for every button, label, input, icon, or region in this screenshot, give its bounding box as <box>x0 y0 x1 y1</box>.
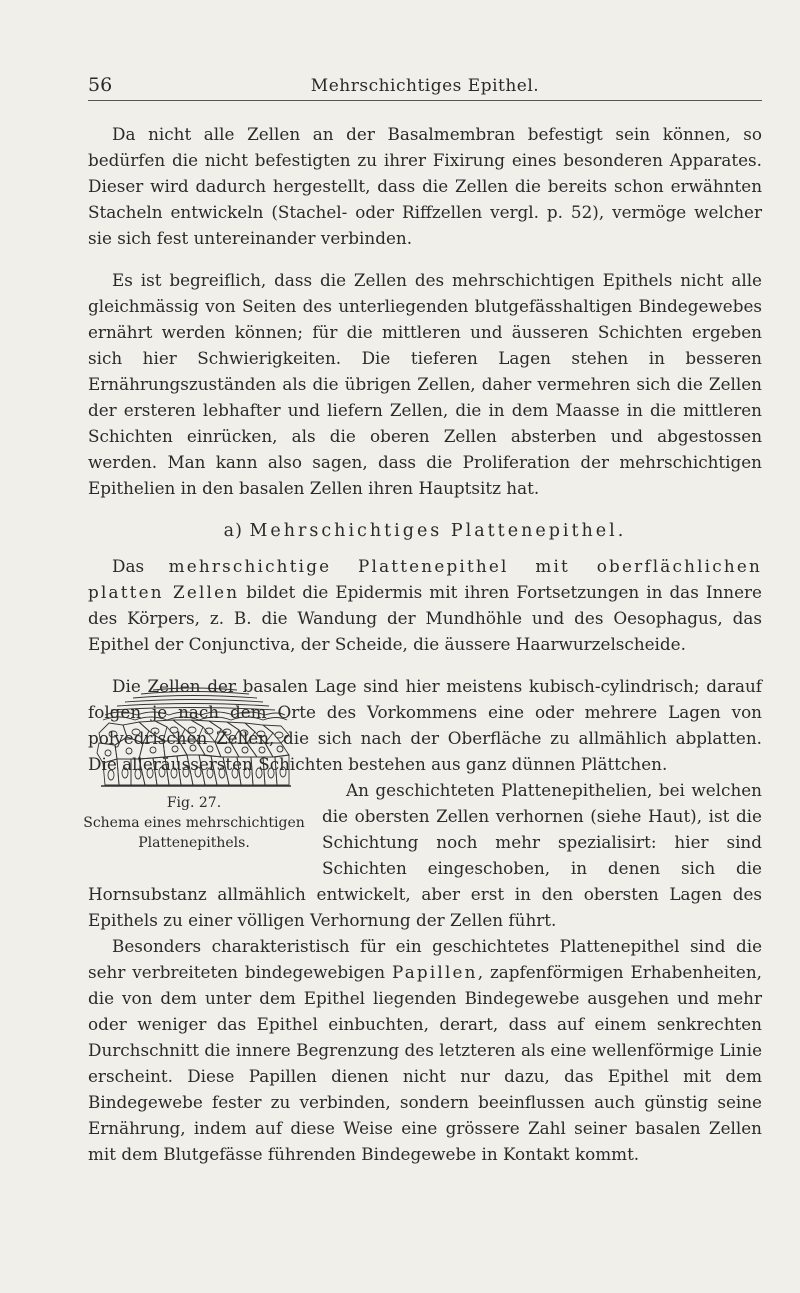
papillae-before: Besonders charakteristisch für ein geschichtetes Plattenepithel sind die sehr verbreiteten bindegewebigen <box>88 936 762 982</box>
definition-rest: bildet die Epidermis mit ihren Fortsetzungen in das Innere des Körpers, z. B. die Wandung der Mundhöhle und des Oesophagus, das Epithel der Conjunctiva, der Scheide, die äussere Haarwurzelscheide. <box>88 582 762 654</box>
paragraph-keratinization: An geschichteten Plattenepithelien, bei welchen die obersten Zellen verhornen (siehe Haut), ist die Schichtung noch mehr spezialisirt: hier sind Schichten eingeschoben, in denen sich die Hornsubstanz allmählich entwickelt, aber erst in den obersten Lagen des Epithels zu einer völligen Verhornung der Zellen führt. <box>88 780 762 930</box>
book-page <box>83 72 762 1167</box>
definition-term: mehrschichtige Plattenepithel mit oberflächlichen platten Zellen <box>88 556 762 602</box>
paragraph-basal-layers: Die Zellen der basalen Lage sind hier meistens kubisch-cylindrisch; darauf folgen je nach dem Orte des Vorkommens eine oder mehrere Lagen von polyedrischen Zellen, die sich nach der Oberfläche zu allmählich abplatten. Die alleräussersten Schichten bestehen aus ganz dünnen Plättchen. <box>88 676 762 774</box>
papillae-term: Papillen <box>391 962 478 982</box>
figure-label: Fig. 27. <box>166 795 222 811</box>
section-prefix: a) <box>223 521 250 541</box>
papillae-after: , zapfenförmigen Erhabenheiten, die von dem unter dem Epithel liegenden Bindegewebe ausgehen und mehr oder weniger das Epithel einbuchten, derart, dass auf einem senkrechten Durchschnitt die innere Begrenzung des letzteren als eine wellenförmige Linie erscheint. Diese Papillen dienen nicht nur dazu, das Epithel mit dem Bindegewebe fester zu verbinden, sondern beeinflussen auch günstig seine Ernährung, indem auf diese Weise eine grössere Zahl seiner basalen Zellen mit dem Blutgefässe führenden Bindegewebe in Kontakt kommt. <box>88 962 762 1164</box>
figure-caption: Schema eines mehrschichtigen Plattenepithels. <box>83 815 305 851</box>
figure-text-block <box>83 673 762 933</box>
paragraph-definition <box>88 553 762 657</box>
section-title: Mehrschichtiges Plattenepithel. <box>249 521 627 541</box>
running-head <box>88 72 762 101</box>
section-heading <box>88 521 762 541</box>
definition-intro: Das <box>112 556 169 576</box>
running-title: Mehrschichtiges Epithel. <box>310 76 540 96</box>
paragraph-papillae <box>88 933 762 1167</box>
page-number: 56 <box>88 74 113 96</box>
paragraph-fixation: Da nicht alle Zellen an der Basalmembran befestigt sein können, so bedürfen die nicht befestigten zu ihrer Fixirung eines besonderen Apparates. Dieser wird dadurch hergestellt, dass die Zellen die bereits schon erwähnten Stacheln entwickeln (Stachel- oder Riffzellen vergl. p. 52), vermöge welcher sie sich fest untereinander verbinden. <box>88 124 762 248</box>
paragraph-nutrition: Es ist begreiflich, dass die Zellen des mehrschichtigen Epithels nicht alle gleichmässig von Seiten des unterliegenden blutgefässhaltigen Bindegewebes ernährt werden können; für die mittleren und äusseren Schichten ergeben sich hier Schwierigkeiten. Die tieferen Lagen stehen in besseren Ernährungszuständen als die übrigen Zellen, daher vermehren sich die Zellen der ersteren lebhafter und liefern Zellen, die in dem Maasse in die mittleren Schichten einrücken, als die oberen Zellen absterben und abgestossen werden. Man kann also sagen, dass die Proliferation der mehrschichtigen Epithelien in den basalen Zellen ihren Hauptsitz hat. <box>88 270 762 498</box>
